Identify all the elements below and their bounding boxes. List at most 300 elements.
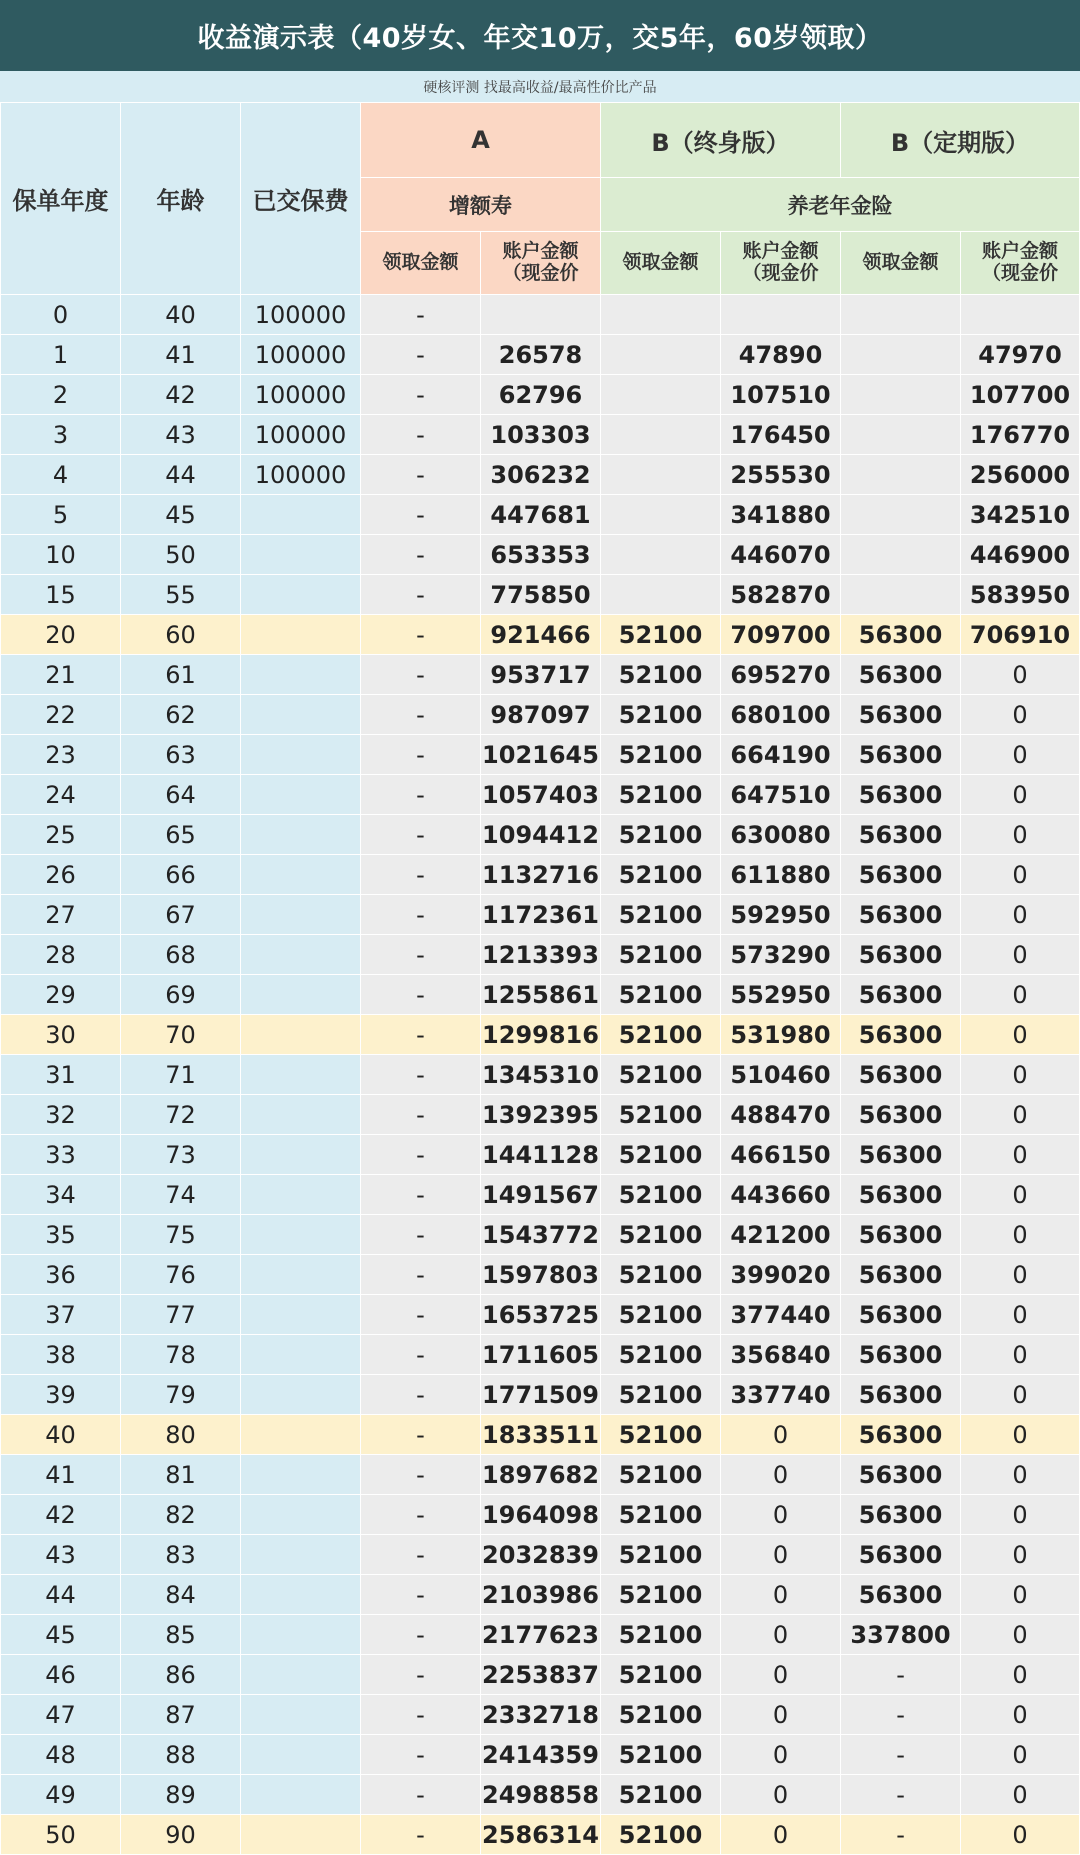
cell-a-claim: - [361, 1295, 481, 1335]
cell-bt-account: 47970 [961, 335, 1080, 375]
cell-b-account: 0 [721, 1695, 841, 1735]
cell-policy-year: 21 [1, 655, 121, 695]
cell-a-claim: - [361, 1495, 481, 1535]
cell-bt-claim [841, 575, 961, 615]
cell-a-claim: - [361, 1695, 481, 1735]
cell-a-account: 1964098 [481, 1495, 601, 1535]
cell-a-claim: - [361, 1335, 481, 1375]
cell-a-claim: - [361, 1055, 481, 1095]
table-row [1, 1535, 1080, 1575]
cell-premium: 100000 [241, 375, 361, 415]
cell-bt-account: 0 [961, 1575, 1080, 1615]
cell-age: 88 [121, 1735, 241, 1775]
cell-bt-claim: 56300 [841, 975, 961, 1015]
table-row [1, 1575, 1080, 1615]
cell-bt-claim [841, 295, 961, 335]
cell-a-account: 1132716 [481, 855, 601, 895]
header-b-account: 账户金额 （现金价 [721, 232, 841, 295]
cell-bt-account: 0 [961, 1695, 1080, 1735]
cell-a-account: 953717 [481, 655, 601, 695]
cell-policy-year: 38 [1, 1335, 121, 1375]
cell-a-claim: - [361, 895, 481, 935]
cell-bt-claim: 56300 [841, 935, 961, 975]
cell-b-claim: 52100 [601, 735, 721, 775]
cell-age: 60 [121, 615, 241, 655]
cell-b-account: 0 [721, 1455, 841, 1495]
cell-premium [241, 1455, 361, 1495]
cell-b-account: 0 [721, 1535, 841, 1575]
cell-bt-account: 0 [961, 1495, 1080, 1535]
cell-bt-claim: 56300 [841, 1175, 961, 1215]
cell-b-claim: 52100 [601, 895, 721, 935]
cell-bt-account: 0 [961, 1735, 1080, 1775]
cell-bt-claim [841, 415, 961, 455]
cell-policy-year: 37 [1, 1295, 121, 1335]
cell-policy-year: 44 [1, 1575, 121, 1615]
cell-a-account: 1213393 [481, 935, 601, 975]
table-row [1, 415, 1080, 455]
cell-policy-year: 49 [1, 1775, 121, 1815]
cell-a-account: 1441128 [481, 1135, 601, 1175]
cell-a-claim: - [361, 295, 481, 335]
cell-b-claim: 52100 [601, 1735, 721, 1775]
cell-a-claim: - [361, 935, 481, 975]
cell-a-account: 653353 [481, 535, 601, 575]
cell-b-claim: 52100 [601, 815, 721, 855]
cell-b-account: 647510 [721, 775, 841, 815]
cell-bt-claim: 56300 [841, 1575, 961, 1615]
table-row [1, 775, 1080, 815]
cell-bt-account: 0 [961, 655, 1080, 695]
table-row [1, 335, 1080, 375]
table-row [1, 1375, 1080, 1415]
table-row [1, 1175, 1080, 1215]
cell-policy-year: 30 [1, 1015, 121, 1055]
cell-premium [241, 695, 361, 735]
cell-bt-claim: 56300 [841, 1095, 961, 1135]
cell-a-account: 1392395 [481, 1095, 601, 1135]
header-a-account: 账户金额 （现金价 [481, 232, 601, 295]
cell-a-account: 1255861 [481, 975, 601, 1015]
cell-b-claim: 52100 [601, 1815, 721, 1855]
cell-b-account: 421200 [721, 1215, 841, 1255]
cell-age: 74 [121, 1175, 241, 1215]
header-premium-paid: 已交保费 [241, 103, 361, 295]
cell-a-claim: - [361, 1535, 481, 1575]
table-row [1, 1815, 1080, 1855]
table-row [1, 975, 1080, 1015]
cell-b-claim: 52100 [601, 1655, 721, 1695]
cell-age: 69 [121, 975, 241, 1015]
cell-b-account: 680100 [721, 695, 841, 735]
cell-a-claim: - [361, 1455, 481, 1495]
cell-bt-claim: 56300 [841, 655, 961, 695]
cell-premium [241, 735, 361, 775]
header-a-type: 增额寿 [361, 178, 601, 232]
cell-age: 85 [121, 1615, 241, 1655]
cell-b-account: 0 [721, 1815, 841, 1855]
cell-policy-year: 33 [1, 1135, 121, 1175]
table-row [1, 495, 1080, 535]
cell-bt-claim: 56300 [841, 1375, 961, 1415]
cell-b-claim: 52100 [601, 1415, 721, 1455]
cell-bt-claim [841, 495, 961, 535]
cell-policy-year: 26 [1, 855, 121, 895]
cell-bt-claim [841, 375, 961, 415]
cell-bt-claim: - [841, 1695, 961, 1735]
cell-b-claim [601, 415, 721, 455]
table-row [1, 455, 1080, 495]
cell-premium [241, 1655, 361, 1695]
cell-bt-claim: 56300 [841, 1015, 961, 1055]
cell-age: 82 [121, 1495, 241, 1535]
cell-policy-year: 28 [1, 935, 121, 975]
cell-b-claim: 52100 [601, 1335, 721, 1375]
cell-a-claim: - [361, 535, 481, 575]
cell-b-account: 466150 [721, 1135, 841, 1175]
header-policy-year: 保单年度 [1, 103, 121, 295]
cell-a-account: 2332718 [481, 1695, 601, 1735]
cell-age: 41 [121, 335, 241, 375]
cell-age: 68 [121, 935, 241, 975]
table-row [1, 535, 1080, 575]
cell-b-account [721, 295, 841, 335]
table-row [1, 1295, 1080, 1335]
cell-age: 43 [121, 415, 241, 455]
cell-premium [241, 1535, 361, 1575]
cell-a-account: 775850 [481, 575, 601, 615]
cell-b-claim: 52100 [601, 1055, 721, 1095]
table-row [1, 375, 1080, 415]
cell-bt-claim [841, 335, 961, 375]
cell-a-claim: - [361, 1415, 481, 1455]
table-body [1, 295, 1080, 1855]
cell-bt-account: 0 [961, 1455, 1080, 1495]
cell-b-account: 0 [721, 1655, 841, 1695]
cell-b-account: 630080 [721, 815, 841, 855]
cell-a-claim: - [361, 1175, 481, 1215]
cell-a-account: 103303 [481, 415, 601, 455]
cell-b-account: 377440 [721, 1295, 841, 1335]
cell-age: 63 [121, 735, 241, 775]
cell-b-claim: 52100 [601, 1775, 721, 1815]
cell-b-claim [601, 495, 721, 535]
cell-age: 80 [121, 1415, 241, 1455]
cell-b-account: 47890 [721, 335, 841, 375]
cell-a-account: 1057403 [481, 775, 601, 815]
cell-a-claim: - [361, 1815, 481, 1855]
cell-age: 44 [121, 455, 241, 495]
table-row [1, 575, 1080, 615]
cell-age: 55 [121, 575, 241, 615]
cell-bt-claim: 56300 [841, 775, 961, 815]
cell-premium [241, 815, 361, 855]
cell-bt-claim: 56300 [841, 695, 961, 735]
cell-b-account: 0 [721, 1415, 841, 1455]
cell-b-claim: 52100 [601, 1095, 721, 1135]
cell-a-account: 1021645 [481, 735, 601, 775]
cell-b-account: 510460 [721, 1055, 841, 1095]
cell-bt-account: 0 [961, 1255, 1080, 1295]
table-title: 收益演示表（40岁女、年交10万，交5年，60岁领取） [0, 0, 1080, 71]
cell-bt-account: 0 [961, 1335, 1080, 1375]
cell-premium [241, 1255, 361, 1295]
cell-policy-year: 45 [1, 1615, 121, 1655]
cell-policy-year: 27 [1, 895, 121, 935]
cell-policy-year: 41 [1, 1455, 121, 1495]
cell-a-claim: - [361, 1655, 481, 1695]
cell-age: 86 [121, 1655, 241, 1695]
cell-bt-account: 0 [961, 1415, 1080, 1455]
cell-bt-account: 256000 [961, 455, 1080, 495]
cell-b-claim: 52100 [601, 1375, 721, 1415]
cell-bt-claim: 56300 [841, 1055, 961, 1095]
table-row [1, 735, 1080, 775]
cell-b-claim: 52100 [601, 975, 721, 1015]
cell-bt-account: 342510 [961, 495, 1080, 535]
cell-premium [241, 1295, 361, 1335]
cell-b-account: 695270 [721, 655, 841, 695]
cell-a-account: 1897682 [481, 1455, 601, 1495]
table-row [1, 1095, 1080, 1135]
cell-b-account: 582870 [721, 575, 841, 615]
header-age: 年龄 [121, 103, 241, 295]
cell-bt-account [961, 295, 1080, 335]
cell-b-claim [601, 575, 721, 615]
cell-b-claim [601, 375, 721, 415]
cell-age: 81 [121, 1455, 241, 1495]
table-row [1, 1015, 1080, 1055]
cell-bt-claim: 56300 [841, 1255, 961, 1295]
cell-b-claim: 52100 [601, 855, 721, 895]
cell-policy-year: 32 [1, 1095, 121, 1135]
header-product-b-term: B（定期版） [841, 103, 1080, 178]
cell-a-account: 1597803 [481, 1255, 601, 1295]
cell-a-account: 1172361 [481, 895, 601, 935]
table-row [1, 1495, 1080, 1535]
cell-a-account: 1653725 [481, 1295, 601, 1335]
cell-policy-year: 24 [1, 775, 121, 815]
cell-a-claim: - [361, 615, 481, 655]
cell-premium [241, 1495, 361, 1535]
cell-bt-account: 0 [961, 775, 1080, 815]
cell-bt-account: 0 [961, 1655, 1080, 1695]
cell-b-account: 356840 [721, 1335, 841, 1375]
cell-bt-account: 0 [961, 1295, 1080, 1335]
cell-age: 40 [121, 295, 241, 335]
cell-a-claim: - [361, 855, 481, 895]
cell-bt-claim: 56300 [841, 1215, 961, 1255]
cell-b-account: 0 [721, 1575, 841, 1615]
cell-b-account: 107510 [721, 375, 841, 415]
cell-premium [241, 1055, 361, 1095]
cell-bt-account: 0 [961, 975, 1080, 1015]
cell-a-account: 1771509 [481, 1375, 601, 1415]
cell-b-claim: 52100 [601, 1615, 721, 1655]
cell-a-account: 2032839 [481, 1535, 601, 1575]
cell-b-claim [601, 455, 721, 495]
header-product-b-life: B（终身版） [601, 103, 841, 178]
cell-bt-claim: 56300 [841, 1495, 961, 1535]
cell-a-account: 1094412 [481, 815, 601, 855]
cell-policy-year: 50 [1, 1815, 121, 1855]
cell-policy-year: 2 [1, 375, 121, 415]
cell-a-claim: - [361, 655, 481, 695]
cell-premium [241, 1175, 361, 1215]
table-row [1, 935, 1080, 975]
cell-a-account: 921466 [481, 615, 601, 655]
cell-policy-year: 0 [1, 295, 121, 335]
cell-b-claim: 52100 [601, 1255, 721, 1295]
cell-premium [241, 615, 361, 655]
cell-a-claim: - [361, 735, 481, 775]
cell-bt-claim: - [841, 1655, 961, 1695]
cell-bt-account: 0 [961, 695, 1080, 735]
cell-bt-account: 706910 [961, 615, 1080, 655]
cell-b-account: 337740 [721, 1375, 841, 1415]
cell-premium [241, 775, 361, 815]
cell-b-account: 0 [721, 1615, 841, 1655]
cell-b-claim: 52100 [601, 655, 721, 695]
cell-bt-claim [841, 455, 961, 495]
cell-policy-year: 31 [1, 1055, 121, 1095]
cell-premium [241, 1775, 361, 1815]
table-row [1, 1735, 1080, 1775]
cell-a-claim: - [361, 1135, 481, 1175]
table-row [1, 1055, 1080, 1095]
cell-a-claim: - [361, 495, 481, 535]
cell-bt-claim: 56300 [841, 855, 961, 895]
cell-bt-account: 0 [961, 1135, 1080, 1175]
cell-a-account: 1711605 [481, 1335, 601, 1375]
cell-b-account: 0 [721, 1495, 841, 1535]
cell-premium [241, 1015, 361, 1055]
cell-a-claim: - [361, 375, 481, 415]
cell-policy-year: 42 [1, 1495, 121, 1535]
cell-premium: 100000 [241, 415, 361, 455]
cell-age: 87 [121, 1695, 241, 1735]
table-row [1, 1415, 1080, 1455]
cell-premium: 100000 [241, 295, 361, 335]
cell-b-claim: 52100 [601, 1135, 721, 1175]
cell-bt-account: 0 [961, 1015, 1080, 1055]
cell-premium [241, 1215, 361, 1255]
cell-premium [241, 575, 361, 615]
cell-b-claim: 52100 [601, 775, 721, 815]
cell-premium [241, 495, 361, 535]
cell-age: 84 [121, 1575, 241, 1615]
cell-bt-account: 107700 [961, 375, 1080, 415]
cell-policy-year: 1 [1, 335, 121, 375]
cell-b-account: 552950 [721, 975, 841, 1015]
cell-a-account: 1833511 [481, 1415, 601, 1455]
cell-b-account: 488470 [721, 1095, 841, 1135]
cell-b-claim [601, 535, 721, 575]
cell-policy-year: 36 [1, 1255, 121, 1295]
cell-premium [241, 1815, 361, 1855]
table-row [1, 295, 1080, 335]
cell-a-account: 62796 [481, 375, 601, 415]
cell-bt-account: 0 [961, 895, 1080, 935]
cell-premium [241, 1735, 361, 1775]
cell-bt-claim: 56300 [841, 1455, 961, 1495]
cell-b-account: 341880 [721, 495, 841, 535]
cell-policy-year: 23 [1, 735, 121, 775]
cell-bt-account: 446900 [961, 535, 1080, 575]
header-product-a: A [361, 103, 601, 178]
cell-premium [241, 655, 361, 695]
table-row [1, 1655, 1080, 1695]
cell-a-claim: - [361, 1575, 481, 1615]
cell-b-account: 176450 [721, 415, 841, 455]
cell-policy-year: 40 [1, 1415, 121, 1455]
cell-b-claim: 52100 [601, 1455, 721, 1495]
cell-a-claim: - [361, 775, 481, 815]
cell-age: 50 [121, 535, 241, 575]
cell-premium [241, 935, 361, 975]
table-row [1, 1455, 1080, 1495]
cell-bt-account: 0 [961, 735, 1080, 775]
cell-premium [241, 1095, 361, 1135]
cell-bt-claim: 56300 [841, 1415, 961, 1455]
table-row [1, 695, 1080, 735]
cell-policy-year: 39 [1, 1375, 121, 1415]
cell-policy-year: 10 [1, 535, 121, 575]
cell-b-account: 0 [721, 1735, 841, 1775]
table-row [1, 1255, 1080, 1295]
cell-a-account: 2498858 [481, 1775, 601, 1815]
cell-age: 73 [121, 1135, 241, 1175]
cell-a-claim: - [361, 1615, 481, 1655]
cell-premium [241, 535, 361, 575]
cell-premium: 100000 [241, 455, 361, 495]
cell-policy-year: 4 [1, 455, 121, 495]
cell-b-claim: 52100 [601, 695, 721, 735]
cell-premium [241, 1135, 361, 1175]
table-row [1, 1215, 1080, 1255]
cell-premium [241, 1615, 361, 1655]
table-row [1, 1775, 1080, 1815]
cell-b-claim [601, 295, 721, 335]
cell-b-claim: 52100 [601, 1495, 721, 1535]
cell-b-account: 446070 [721, 535, 841, 575]
cell-a-claim: - [361, 1775, 481, 1815]
cell-b-claim: 52100 [601, 1215, 721, 1255]
cell-a-account: 1299816 [481, 1015, 601, 1055]
cell-bt-claim: 56300 [841, 1295, 961, 1335]
cell-premium [241, 1695, 361, 1735]
table-row [1, 655, 1080, 695]
table-row [1, 815, 1080, 855]
cell-b-account: 664190 [721, 735, 841, 775]
cell-premium: 100000 [241, 335, 361, 375]
cell-bt-claim [841, 535, 961, 575]
cell-bt-account: 0 [961, 1615, 1080, 1655]
cell-policy-year: 46 [1, 1655, 121, 1695]
cell-a-account: 2586314 [481, 1815, 601, 1855]
cell-bt-claim: - [841, 1815, 961, 1855]
cell-b-account: 573290 [721, 935, 841, 975]
cell-bt-claim: - [841, 1775, 961, 1815]
cell-a-claim: - [361, 335, 481, 375]
cell-a-claim: - [361, 1015, 481, 1055]
cell-a-account [481, 295, 601, 335]
cell-age: 72 [121, 1095, 241, 1135]
cell-a-account: 306232 [481, 455, 601, 495]
cell-a-account: 2414359 [481, 1735, 601, 1775]
cell-b-claim [601, 335, 721, 375]
cell-a-account: 2177623 [481, 1615, 601, 1655]
